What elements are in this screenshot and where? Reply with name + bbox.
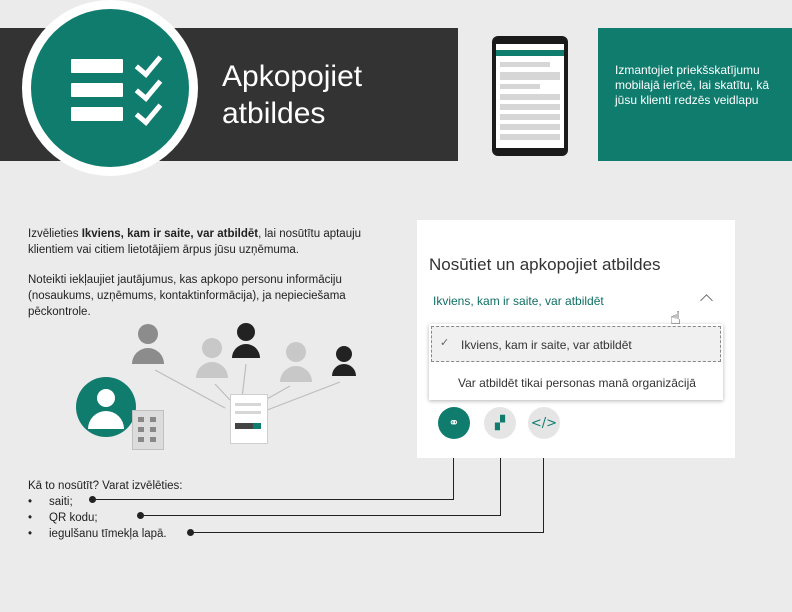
send-method-embed: iegulšanu tīmekļa lapā. [49,528,167,540]
send-method-qr: QR kodu; [49,512,98,524]
response-document-icon [230,394,268,444]
audience-option-org-only[interactable]: Var atbildēt tikai personas manā organizācijā [458,376,696,390]
bullet-marker: • [28,512,33,524]
checklist-icon [31,9,189,167]
page-title: Apkopojiet atbildes [222,60,363,130]
person-icon [232,323,260,358]
company-building-icon [132,410,164,450]
bullet-marker: • [28,496,33,508]
connector-line [93,499,454,500]
connector-line [141,515,501,516]
link-share-button[interactable]: ⚭ [438,407,470,439]
connector-line [191,532,544,533]
hand-cursor-icon: ☝ [670,308,681,328]
person-icon [196,338,228,378]
qr-code-button[interactable]: ▞ [484,407,516,439]
preview-tip-text: Izmantojiet priekšskatījumu mobilajā ierīcē, lai skatītu, kā jūsu klienti redzēs veidlapu [615,63,770,107]
check-icon: ✓ [440,337,450,349]
mobile-preview-screen [496,44,564,148]
send-methods-question: Kā to nosūtīt? Varat izvēlēties: [28,480,183,492]
send-panel-title: Nosūtiet un apkopojiet atbildes [429,255,661,274]
person-icon [280,342,312,382]
person-icon [332,346,356,376]
send-method-link: saiti; [49,496,73,508]
info-paragraph: Noteikti iekļaujiet jautājumus, kas apkopo personu informāciju (nosaukums, uzņēmums, kontaktinformācija), ja nepieciešama pēckontrole. [28,274,346,318]
person-icon [132,324,164,364]
audience-dropdown[interactable]: Ikviens, kam ir saite, var atbildēt [433,294,604,308]
customer-avatar-icon [76,377,136,437]
bullet-marker: • [28,528,33,540]
embed-code-button[interactable]: </> [528,407,560,439]
audience-option-anyone-label: Ikviens, kam ir saite, var atbildēt [461,338,632,352]
intro-paragraph: Izvēlieties Ikviens, kam ir saite, var atbildēt, lai nosūtītu aptauju klientiem vai citiem lietotājiem ārpus jūsu uzņēmuma. [28,228,362,256]
